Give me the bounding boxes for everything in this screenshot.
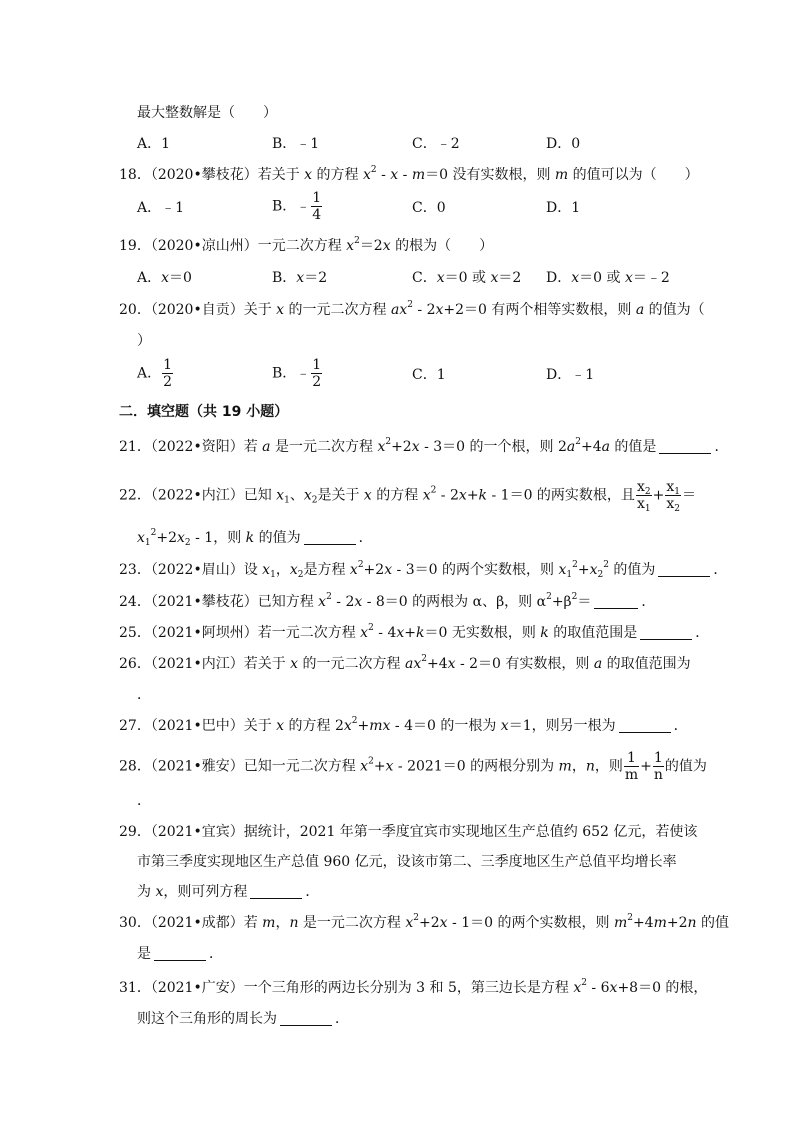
q17-option-c: C．﹣2 [412,136,460,152]
q20-option-c: C．1 [412,367,446,383]
question-22: 22．（2022•内江）已知 $x_1$、$x_2$是关于 x 的方程 $x^2 - 2x+k - 1=0$ 的两实数根，且 $\frac{x_2}{x_1}$ + $\frac{x_1}{x_2}$ ＝ [119,479,696,514]
q18-option-c: C．0 [412,200,446,216]
answer-blank[interactable] [658,562,710,577]
answer-blank[interactable] [280,1011,332,1026]
q20-cont: ） [137,333,151,349]
q18-option-a: A．﹣1 [137,200,185,216]
q18-option-b: B．﹣ $\frac{1}{4}$ [272,190,322,223]
q20-option-d: D．﹣1 [546,367,595,383]
question-19: 19．（2020•凉山州）一元二次方程 $x^2=2x$ 的根为（ ） [119,236,494,254]
question-28: 28．（2021•雅安）已知一元二次方程 $x^2+x - 2021=0$ 的两根分别为 m，n，则 $\frac{1}{m}$ + $\frac{1}{n}$ 的值为 [119,750,707,783]
q18-number: 18． [119,167,151,183]
q19-option-a: A．x＝0 [137,270,192,286]
q18-option-d: D．1 [546,200,581,216]
answer-blank[interactable] [659,439,711,454]
question-25: 25．（2021•阿坝州）若一元二次方程 $x^2 - 4x+k=0$ 无实数根，则 k 的取值范围是 ． [119,623,710,641]
question-31-cont: 则这个三角形的周长为 ． [137,1011,349,1027]
answer-blank[interactable] [594,594,638,609]
answer-blank[interactable] [154,946,206,961]
question-21: 21．（2022•资阳）若 a 是一元二次方程 $x^2+2x - 3=0$ 的一个根，则 $2a^2+4a$ 的值是 ． [119,437,729,455]
answer-blank[interactable] [250,884,302,899]
question-23: 23．（2022•眉山）设 $x_1$，$x_2$是方程 $x^2+2x - 3=0$ 的两个实数根，则 $x_1^2+x_2^2$ 的值为 ． [119,560,728,580]
question-20: 20．（2020•自贡）关于 x 的一元二次方程 $ax^2 - 2x+2=0$ 有两个相等实数根，则 a 的值为（ [119,300,705,318]
q17-tail: 最大整数解是（ ） [137,105,277,121]
question-29: 29．（2021•宜宾）据统计，2021 年第一季度宜宾市实现地区生产总值约 652 亿元，若使该 [119,824,698,840]
q20-option-b: B．﹣ $\frac{1}{2}$ [272,357,322,390]
q17-option-a: A．1 [137,136,171,152]
question-27: 27．（2021•巴中）关于 x 的方程 $2x^2+mx - 4=0$ 的一根为 x＝1，则另一根为 ． [119,716,688,734]
answer-blank[interactable] [640,625,692,640]
q20-option-a: A． $\frac{1}{2}$ [137,357,173,390]
question-18: 18．（2020•攀枝花）若关于 x 的方程 $x^2 - x - m=0$ 没有实数根，则 m 的值可以为（ ） [119,165,699,183]
q26-period: ． [137,687,151,703]
question-22-cont: $x_1^2+2x_2 - 1$，则 k 的值为 ． [137,528,373,548]
question-30-cont: 是 ． [137,946,223,962]
q28-period: ． [137,793,151,809]
answer-blank[interactable] [304,530,356,545]
q17-option-d: D．0 [546,136,581,152]
question-26: 26．（2021•内江）若关于 x 的一元二次方程 $ax^2+4x - 2=0$ 有实数根，则 a 的取值范围为 [119,654,691,672]
q18-source: （2020•攀枝花） [150,167,258,183]
question-29-line3: 为 x，则可列方程 ． [137,884,320,900]
question-31: 31．（2021•广安）一个三角形的两边长分别为 3 和 5，第三边长是方程 $x^2 - 6x+8=0$ 的根， [119,978,708,996]
fraction: $\frac{1}{4}$ [312,190,322,223]
q19-option-c: C．x＝0 或 x＝2 [412,270,522,286]
question-29-line2: 市第三季度实现地区生产总值 960 亿元，设该市第二、三季度地区生产总值平均增长率 [137,854,677,870]
answer-blank[interactable] [619,718,671,733]
question-24: 24．（2021•攀枝花）已知方程 $x^2 - 2x - 8=0$ 的两根为 α、β，则 $\alpha^2+\beta^2=$ ． [119,592,656,610]
question-30: 30．（2021•成都）若 m，n 是一元二次方程 $x^2+2x - 1=0$ 的两个实数根，则 $m^2+4m+2n$ 的值 [119,913,729,931]
q19-option-b: B．x＝2 [272,270,328,286]
section-fill-in-heading: 二．填空题（共 19 小题） [119,404,289,420]
q17-option-b: B．﹣1 [272,136,320,152]
q19-option-d: D．x＝0 或 x＝﹣2 [546,270,670,286]
